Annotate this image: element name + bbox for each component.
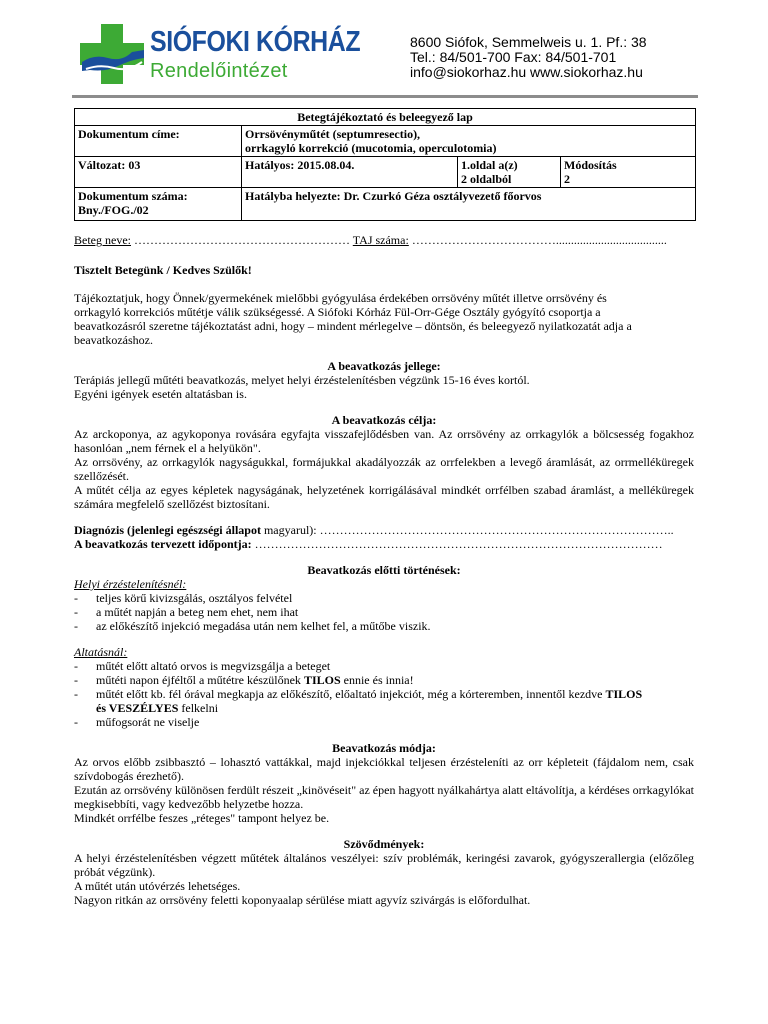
method-paragraph: Ezután az orrsövény különösen ferdült részeit „kinövéseit" az épen hagyott nyálkahártya alatt eltávolítja, a kérdéses orrkagylókat megkisebbíti, vagy kedvezőbb helyzetbe hozza.	[74, 783, 694, 811]
page-count-cell	[458, 157, 561, 188]
list-item-line	[96, 701, 694, 715]
doc-title-value	[242, 126, 696, 157]
character-line: Terápiás jellegű műtéti beavatkozás, melyet helyi érzéstelenítésben végzünk 15-16 éves kortól.	[74, 373, 530, 387]
table-title: Betegtájékoztató és beleegyező lap	[75, 109, 696, 126]
patient-line	[74, 233, 694, 247]
method-paragraph: Az orvos előbb zsibbasztó – lohasztó vattákkal, majd injekciókkal teljesen érzésteleníti az orr képleteit (fájdalom nem, csak szívdobogás érezhető).	[74, 755, 694, 783]
patient-name-field[interactable]: ………………………………………………	[130, 233, 353, 247]
intro-line: beavatkozáshoz.	[74, 333, 153, 347]
list-item-text: műtét előtt kb. fél órával megkapja az előkészítő, előaltató injekciót, még a kórteremben, innentől kezdve	[96, 687, 606, 701]
list-item-line	[96, 687, 694, 701]
section-heading-before: Beavatkozás előtti történések:	[307, 563, 461, 577]
list-item: - műtét előtt altató orvos is megvizsgálja a beteget	[74, 659, 694, 673]
version-cell: Változat: 03	[75, 157, 242, 188]
doc-number-value: Bny./FOG./02	[78, 203, 149, 217]
character-line: Egyéni igények esetén altatásban is.	[74, 387, 247, 401]
contact-email-web: info@siokorhaz.hu www.siokorhaz.hu	[410, 64, 643, 80]
section-heading-complications: Szövődmények:	[343, 837, 425, 851]
logo-subtitle: Rendelőintézet	[150, 60, 288, 82]
taj-field[interactable]: ……………………………….....................................	[408, 233, 667, 247]
contact-address: 8600 Siófok, Semmelweis u. 1. Pf.: 38	[410, 34, 647, 50]
list-item-text: ennie és innia!	[340, 673, 414, 687]
doc-title-label: Dokumentum címe:	[75, 126, 242, 157]
list-item-text: műtéti napon éjféltől a műtétre készülőnek	[96, 673, 304, 687]
modification-cell	[561, 157, 696, 188]
contact-phone: Tel.: 84/501-700 Fax: 84/501-701	[410, 49, 617, 65]
section-heading-character: A beavatkozás jellege:	[327, 359, 441, 373]
header-divider	[72, 95, 698, 98]
doc-title-line-2: orrkagyló korrekció (mucotomia, operculotomia)	[245, 141, 497, 155]
diagnosis-field[interactable]: ……………………………………………………………………………..	[319, 523, 674, 537]
taj-label: TAJ száma:	[352, 233, 409, 247]
local-anesthesia-list	[74, 591, 694, 633]
doc-title-line-1: Orrsövényműtét (septumresectio),	[245, 127, 421, 141]
warning-word: TILOS	[303, 673, 341, 687]
diagnosis-label-suffix: magyarul):	[260, 523, 320, 537]
planned-date-field[interactable]: …………………………………………………………………………………………	[251, 537, 663, 551]
local-anesthesia-label: Helyi érzéstelenítésnél:	[74, 577, 187, 591]
warning-word: TILOS	[605, 687, 643, 701]
section-heading-method: Beavatkozás módja:	[332, 741, 436, 755]
page-count-line-1: 1.oldal a(z)	[461, 158, 518, 172]
list-item: - a műtét napján a beteg nem ehet, nem ihat	[74, 605, 694, 619]
cross-logo-icon	[80, 24, 146, 86]
diagnosis-label: Diagnózis (jelenlegi egészségi állapot	[74, 523, 261, 537]
complications-paragraph: A műtét után utóvérzés lehetséges.	[74, 879, 241, 893]
general-anesthesia-label: Altatásnál:	[74, 645, 128, 659]
goal-paragraph: Az arckoponya, az agykoponya rovására egyfajta visszafejlődésben van. Az orrsövény az orrkagylók a bölcsesség fogakhoz hasonlóan „nem férnek el a helyükön".	[74, 427, 694, 455]
list-item: - az előkészítő injekció megadása után nem kelhet fel, a műtőbe viszik.	[74, 619, 694, 633]
complications-paragraph: A helyi érzéstelenítésben végzett műtétek általános veszélyei: szív problémák, keringési zavarok, gyógyszerallergia (előzőleg próbát végzünk).	[74, 851, 694, 879]
page-count-line-2: 2 oldalból	[461, 172, 512, 186]
intro-line: beavatkozásról szeretne tájékoztatást adni, hogy – mindent mérlegelve – döntsön, és beleegyező nyilatkozatát adja a	[74, 319, 632, 333]
list-item-text: felkelni	[178, 701, 219, 715]
list-item	[74, 673, 694, 687]
list-item: - teljes körű kivizsgálás, osztályos felvétel	[74, 591, 694, 605]
approved-by-cell: Hatályba helyezte: Dr. Czurkó Géza osztályvezető főorvos	[242, 188, 696, 221]
list-item	[74, 687, 694, 715]
contact-info	[410, 35, 647, 80]
intro-line: Tájékoztatjuk, hogy Önnek/gyermekének mielőbbi gyógyulása érdekében orrsövény műtét illetve orrsövény és	[74, 291, 607, 305]
goal-paragraph: Az orrsövény, az orrkagylók nagyságukkal, formájukkal akadályozzák az orrfelekben a levegő áramlását, az orrmelléküregek szellőzését.	[74, 455, 694, 483]
doc-number-label: Dokumentum száma:	[78, 189, 188, 203]
patient-name-label: Beteg neve:	[74, 233, 131, 247]
logo-name: SIÓFOKI KÓRHÁZ	[150, 26, 361, 58]
greeting: Tisztelt Betegünk / Kedves Szülők!	[74, 263, 252, 277]
hospital-logo	[80, 24, 361, 86]
intro-paragraph	[74, 291, 694, 347]
doc-number-cell	[75, 188, 242, 221]
modification-value: 2	[564, 172, 570, 186]
planned-date-line	[74, 537, 694, 551]
document-info-table	[74, 108, 696, 221]
method-paragraph: Mindkét orrfélbe feszes „réteges" tampont helyez be.	[74, 811, 330, 825]
goal-paragraph: A műtét célja az egyes képletek nagyságának, helyzetének korrigálásával mindkét orrfélben szabad áramlást, a melléküregek számára megfelelő szellőzést biztosítani.	[74, 483, 694, 511]
valid-from-cell: Hatályos: 2015.08.04.	[242, 157, 458, 188]
diagnosis-line	[74, 523, 694, 537]
general-anesthesia-list	[74, 659, 694, 729]
planned-date-label: A beavatkozás tervezett időpontja:	[74, 537, 252, 551]
section-heading-goal: A beavatkozás célja:	[331, 413, 437, 427]
document-body	[74, 233, 694, 907]
intro-line: orrkagyló korrekciós műtétje válik szükségessé. A Siófoki Kórház Fül-Orr-Gége Osztály gyógyító csoportja a	[74, 305, 601, 319]
list-item: - műfogsorát ne viselje	[74, 715, 694, 729]
modification-label: Módosítás	[564, 158, 617, 172]
warning-word: és VESZÉLYES	[96, 701, 179, 715]
complications-paragraph: Nagyon ritkán az orrsövény feletti koponyaalap sérülése miatt agyvíz szivárgás is előfordulhat.	[74, 893, 531, 907]
